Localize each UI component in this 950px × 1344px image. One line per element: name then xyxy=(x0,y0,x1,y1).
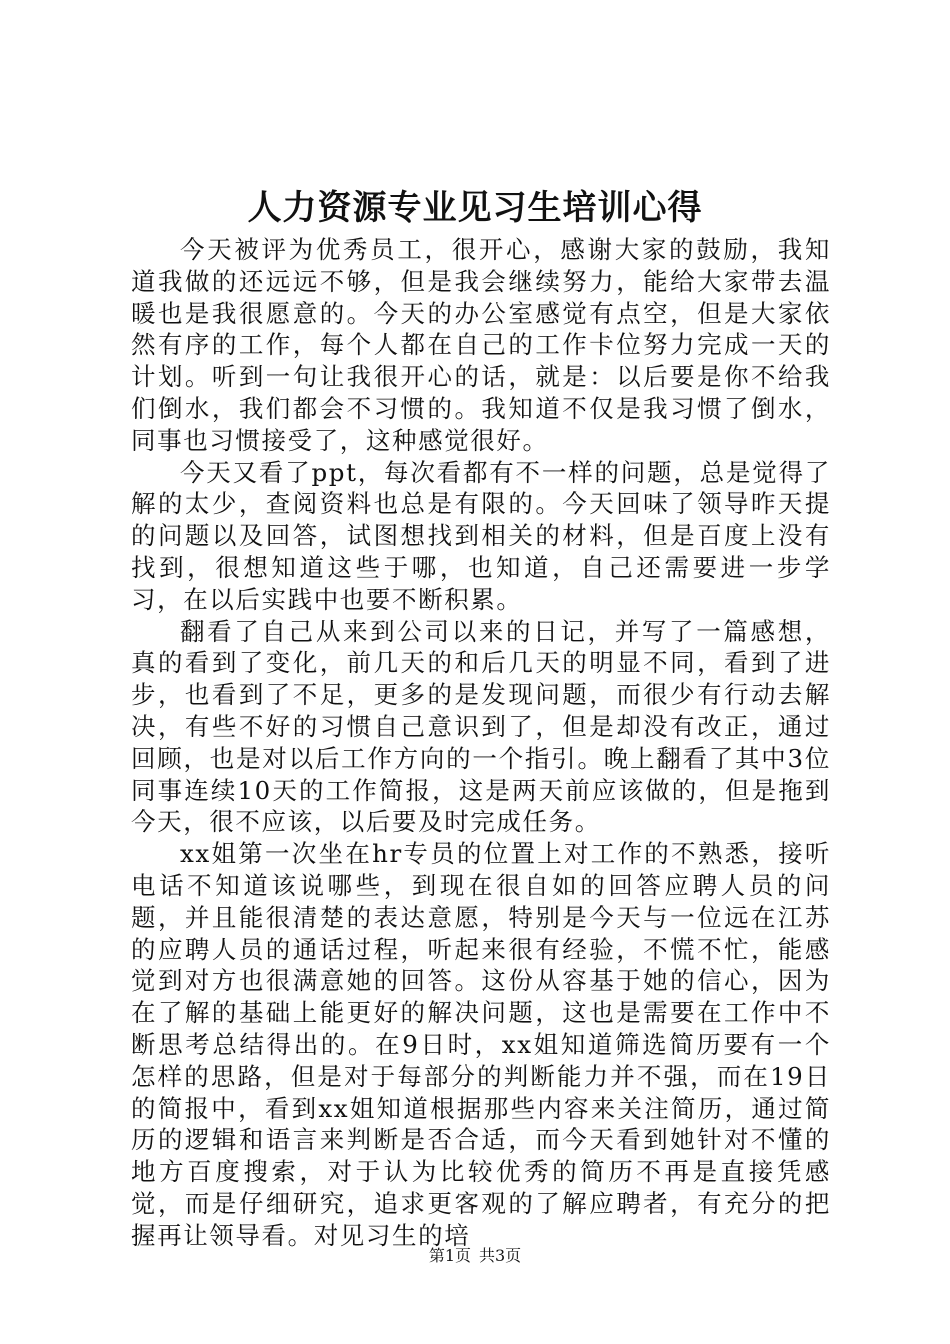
page-number: 第1页 xyxy=(428,1246,471,1265)
document-body xyxy=(131,234,831,1252)
page-footer xyxy=(0,1244,950,1268)
paragraph-2: 今天又看了ppt，每次看都有不一样的问题，总是觉得了解的太少，查阅资料也总是有限的。今天回味了领导昨天提的问题以及回答，试图想找到相关的材料，但是百度上没有找到，很想知道这些于哪，也知道，自己还需要进一步学习，在以后实践中也要不断积累。 xyxy=(131,457,831,614)
paragraph-1: 今天被评为优秀员工，很开心，感谢大家的鼓励，我知道我做的还远远不够，但是我会继续努力，能给大家带去温暖也是我很愿意的。今天的办公室感觉有点空，但是大家依然有序的工作，每个人都在自己的工作卡位努力完成一天的计划。听到一句让我很开心的话，就是：以后要是你不给我们倒水，我们都会不习惯的。我知道不仅是我习惯了倒水，同事也习惯接受了，这种感觉很好。 xyxy=(131,235,831,455)
document-title: 人力资源专业见习生培训心得 xyxy=(247,188,703,228)
paragraph-4: xx姐第一次坐在hr专员的位置上对工作的不熟悉，接听电话不知道该说哪些，到现在很自如的回答应聘人员的问题，并且能很清楚的表达意愿，特别是今天与一位远在江苏的应聘人员的通话过程，听起来很有经验，不慌不忙，能感觉到对方也很满意她的回答。这份从容基于她的信心，因为在了解的基础上能更好的解决问题，这也是需要在工作中不断思考总结得出的。在9日时，xx姐知道筛选简历要有一个怎样的思路，但是对于每部分的判断能力并不强，而在19日的简报中，看到xx姐知道根据那些内容来关注简历，通过简历的逻辑和语言来判断是否合适，而今天看到她针对不懂的地方百度搜索，对于认为比较优秀的简历不再是直接凭感觉，而是仔细研究，追求更客观的了解应聘者，有充分的把握再让领导看。对见习生的培 xyxy=(131,839,831,1250)
page-total: 共3页 xyxy=(479,1246,522,1265)
paragraph-3: 翻看了自己从来到公司以来的日记，并写了一篇感想，真的看到了变化，前几天的和后几天的明显不同，看到了进步，也看到了不足，更多的是发现问题，而很少有行动去解决，有些不好的习惯自己意识到了，但是却没有改正，通过回顾，也是对以后工作方向的一个指引。晚上翻看了其中3位同事连续10天的工作简报，这是两天前应该做的，但是拖到今天，很不应该，以后要及时完成任务。 xyxy=(131,616,831,837)
